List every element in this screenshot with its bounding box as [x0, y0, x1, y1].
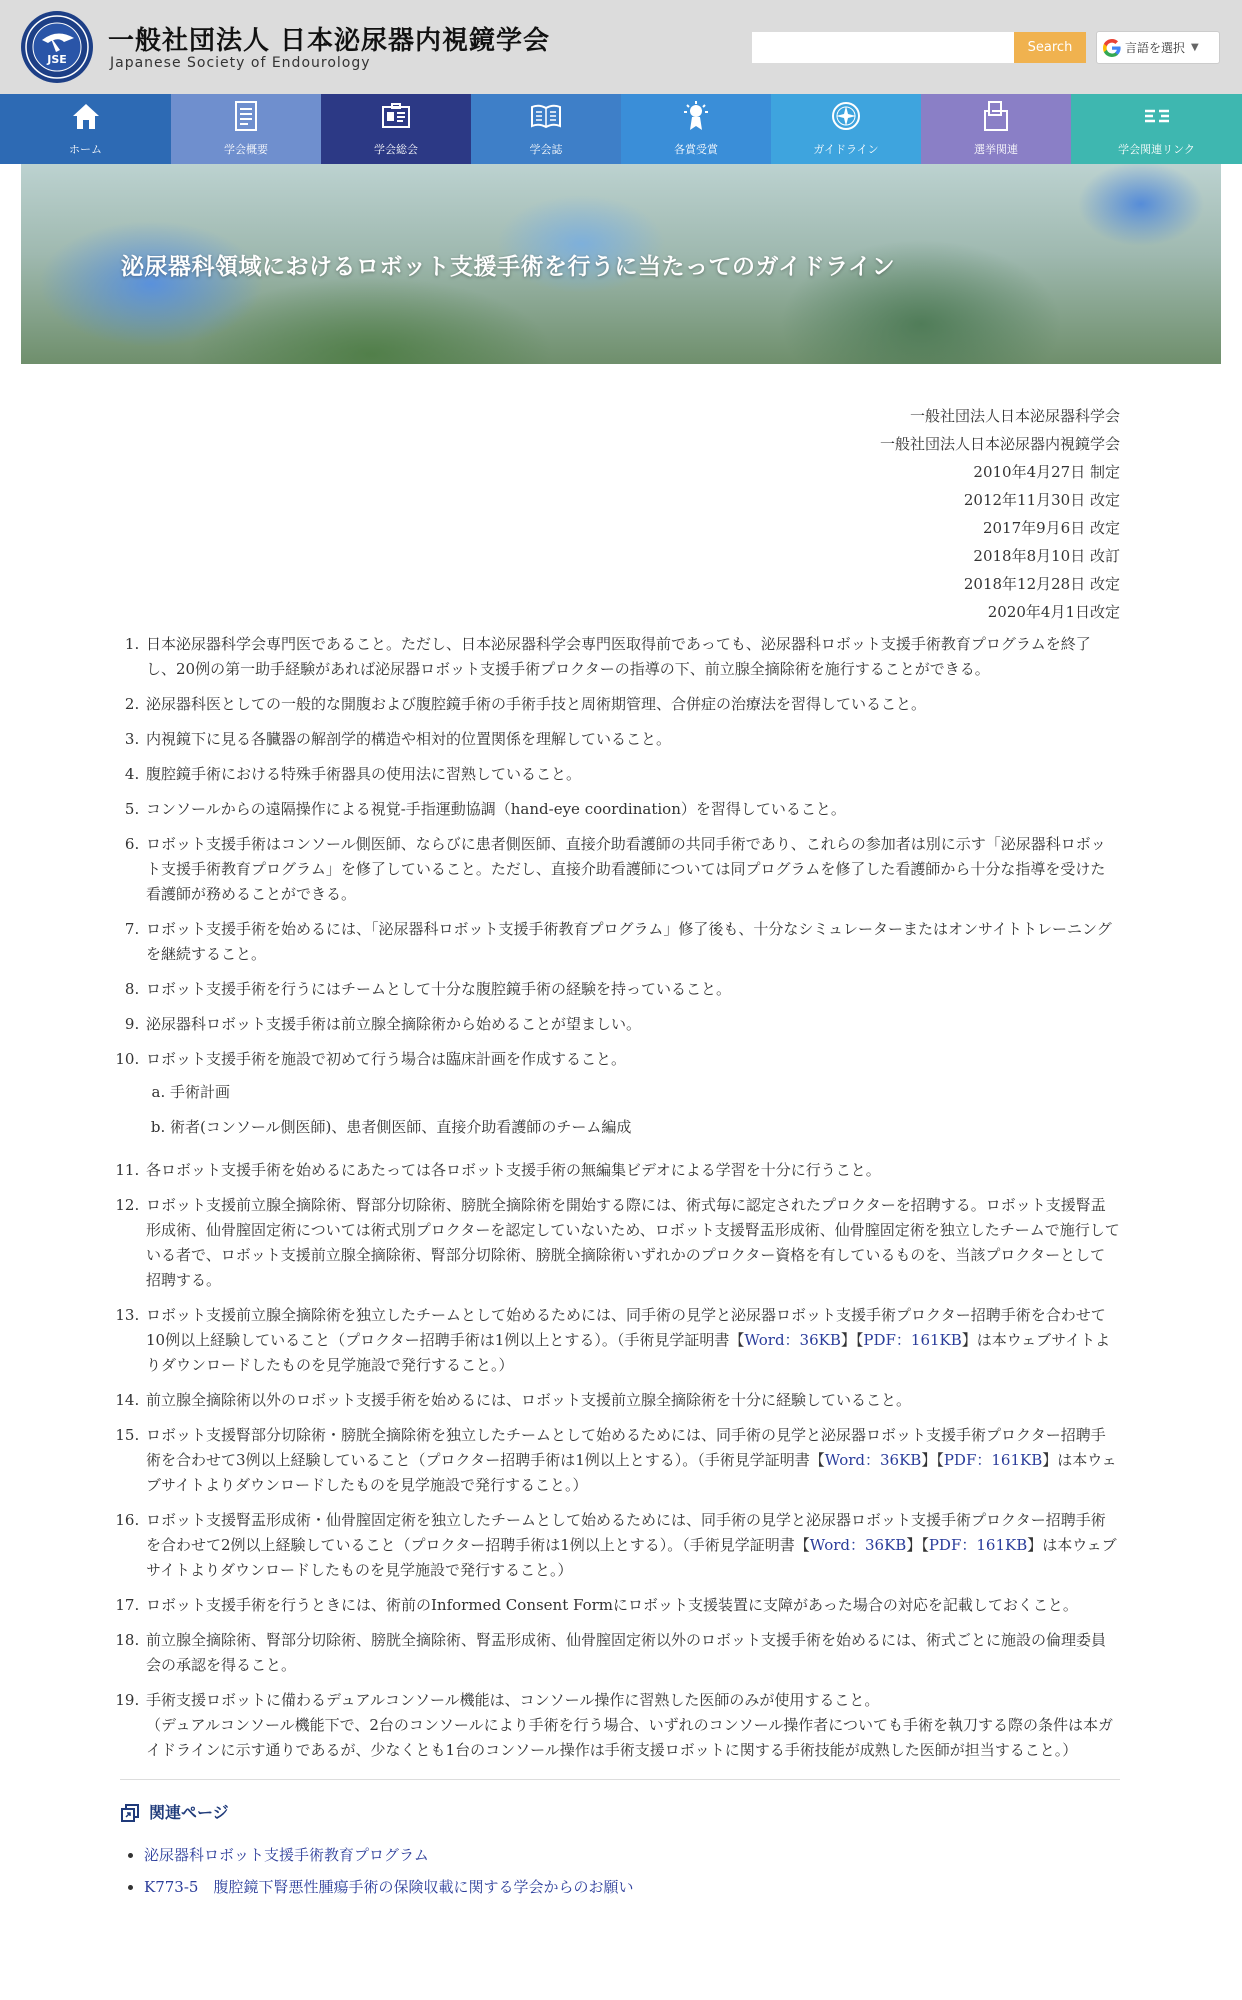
- list-item-text: 】は本ウェブサイトよりダウンロードしたものを見学施設で発行すること。）: [146, 1536, 1117, 1579]
- list-item: 14. 前立腺全摘除術以外のロボット支援手術を始めるには、ロボット支援前立腺全摘除術を十分に経験していること。: [144, 1388, 1120, 1413]
- related-pages-title: 関連ページ: [149, 1803, 229, 1822]
- list-item: 4. 腹腔鏡手術における特殊手術器具の使用法に習熟していること。: [144, 762, 1120, 787]
- list-item: 6. ロボット支援手術はコンソール側医師、ならびに患者側医師、直接介助看護師の共同手術であり、これらの参加者は別に示す「泌尿器科ロボット支援手術教育プログラム」を修了していること。ただし、直接介助看護師については同プログラムを修了した看護師から十分な指導を受けた看護師が務めることができる。: [144, 832, 1120, 907]
- divider: [120, 1779, 1120, 1780]
- page-title: 泌尿器科領域におけるロボット支援手術を行うに当たってのガイドライン: [121, 254, 896, 280]
- search-button[interactable]: Search: [1014, 32, 1086, 63]
- link-icon: [1140, 99, 1174, 133]
- related-pages-icon: [120, 1803, 140, 1823]
- meta-line: 2018年12月28日 改定: [963, 575, 1120, 593]
- meta-line: 2010年4月27日 制定: [973, 463, 1120, 481]
- list-item: 7. ロボット支援手術を始めるには、「泌尿器科ロボット支援手術教育プログラム」修了後も、十分なシミュレーターまたはオンサイトトレーニングを継続すること。: [144, 917, 1120, 967]
- list-item: 5. コンソールからの遠隔操作による視覚-手指運動協調（hand-eye coordination）を習得していること。: [144, 797, 1120, 822]
- list-item: 9. 泌尿器科ロボット支援手術は前立腺全摘除術から始めることが望ましい。: [144, 1012, 1120, 1037]
- nav-item-elections[interactable]: [921, 94, 1071, 164]
- sub-list-item: b. 術者(コンソール側医師)、患者側医師、直接介助看護師のチーム編成: [170, 1115, 1120, 1140]
- meta-line: 2020年4月1日改定: [987, 603, 1120, 621]
- main-nav: [0, 94, 1242, 164]
- list-item: [144, 1688, 1120, 1763]
- document-meta: [120, 402, 1120, 626]
- society-seal-logo[interactable]: [20, 10, 94, 84]
- nav-label: ホーム: [69, 143, 102, 156]
- id-card-icon: [379, 99, 413, 133]
- word-download-link[interactable]: Word：36KB: [824, 1451, 922, 1469]
- chevron-down-icon: ▼: [1191, 42, 1199, 53]
- nav-item-home[interactable]: [0, 94, 171, 164]
- related-item: [144, 1875, 1120, 1900]
- list-item: 8. ロボット支援手術を行うにはチームとして十分な腹腔鏡手術の経験を持っていること。: [144, 977, 1120, 1002]
- sub-list: [146, 1080, 1120, 1140]
- main-content: [120, 402, 1120, 1907]
- site-title[interactable]: 一般社団法人 日本泌尿器内視鏡学会: [108, 26, 551, 56]
- list-item: 11. 各ロボット支援手術を始めるにあたっては各ロボット支援手術の無編集ビデオによる学習を十分に行うこと。: [144, 1158, 1120, 1183]
- meta-line: 2018年8月10日 改訂: [973, 547, 1120, 565]
- word-download-link[interactable]: Word：36KB: [744, 1331, 841, 1349]
- list-item: 2. 泌尿器科医としての一般的な開腹および腹腔鏡手術の手術手技と周術期管理、合併症の治療法を習得していること。: [144, 692, 1120, 717]
- nav-item-related-links[interactable]: [1071, 94, 1242, 164]
- hero-banner: [21, 164, 1221, 364]
- word-download-link[interactable]: Word：36KB: [809, 1536, 907, 1554]
- pdf-download-link[interactable]: PDF：161KB: [863, 1331, 962, 1349]
- list-item: [144, 1047, 1120, 1140]
- list-item: 1. 日本泌尿器科学会専門医であること。ただし、日本泌尿器科学会専門医取得前であっても、泌尿器科ロボット支援手術教育プログラムを終了し、20例の第一助手経験があれば泌尿器ロボット支援手術プロクターの指導の下、前立腺全摘除術を施行することができる。: [144, 632, 1120, 682]
- list-item-text: 】【: [840, 1331, 864, 1349]
- related-pages-list: [120, 1843, 1120, 1900]
- guideline-list: [120, 632, 1120, 1763]
- pdf-download-link[interactable]: PDF：161KB: [928, 1536, 1028, 1554]
- google-icon: [1103, 39, 1121, 57]
- search-input[interactable]: [752, 32, 1014, 63]
- list-item-text: 】【: [906, 1536, 929, 1554]
- list-item-text: 】【: [921, 1451, 944, 1469]
- home-icon: [69, 99, 103, 133]
- meta-line: 一般社団法人日本泌尿器科学会: [909, 407, 1120, 425]
- list-item-text: ロボット支援腎盂形成術・仙骨膣固定術を独立したチームとして始めるためには、同手術の見学と泌尿器ロボット支援手術プロクター招聘手術を合わせて2例以上経験していること（プロクター招聘手術は1例以上とする）。（手術見学証明書【: [146, 1511, 1106, 1554]
- nav-label: 学会誌: [529, 143, 563, 156]
- list-item-text: 】は本ウェブサイトよりダウンロードしたものを見学施設で発行すること。）: [146, 1451, 1117, 1494]
- list-item-text: 手術支援ロボットに備わるデュアルコンソール機能は、コンソール操作に習熟した医師のみが使用すること。: [146, 1691, 880, 1709]
- list-item: 17. ロボット支援手術を行うときには、術前のInformed Consent Formにロボット支援装置に支障があった場合の対応を記載しておくこと。: [144, 1593, 1120, 1618]
- list-item: 3. 内視鏡下に見る各臓器の解剖学的構造や相対的位置関係を理解していること。: [144, 727, 1120, 752]
- award-medal-icon: [679, 99, 713, 133]
- nav-label: 学会総会: [374, 143, 418, 156]
- related-pages-heading: [120, 1800, 1120, 1825]
- meta-line: 2017年9月6日 改定: [982, 519, 1120, 537]
- nav-item-about[interactable]: [171, 94, 321, 164]
- related-link[interactable]: 泌尿器科ロボット支援手術教育プログラム: [144, 1846, 429, 1864]
- sub-list-item: a. 手術計画: [170, 1080, 1120, 1105]
- list-item: [144, 1508, 1120, 1583]
- compass-icon: [829, 99, 863, 133]
- meta-line: 一般社団法人日本泌尿器内視鏡学会: [879, 435, 1120, 453]
- pdf-download-link[interactable]: PDF：161KB: [943, 1451, 1043, 1469]
- ballot-box-icon: [979, 99, 1013, 133]
- nav-item-journal[interactable]: [471, 94, 621, 164]
- language-label: 言語を選択: [1125, 41, 1186, 55]
- nav-label: 学会概要: [224, 143, 268, 156]
- document-icon: [229, 99, 263, 133]
- meta-line: 2012年11月30日 改定: [963, 491, 1120, 509]
- list-item: [144, 1423, 1120, 1498]
- nav-item-awards[interactable]: [621, 94, 771, 164]
- site-header: [0, 0, 1242, 94]
- open-book-icon: [529, 99, 563, 133]
- list-item: 12. ロボット支援前立腺全摘除術、腎部分切除術、膀胱全摘除術を開始する際には、術式毎に認定されたプロクターを招聘する。ロボット支援腎盂形成術、仙骨膣固定術については術式別プロクターを認定していないため、ロボット支援腎盂形成術、仙骨膣固定術を独立したチームで施行している者で、ロボット支援前立腺全摘除術、腎部分切除術、膀胱全摘除術いずれかのプロクター資格を有しているものを、当該プロクターとして招聘する。: [144, 1193, 1120, 1293]
- list-item-text: 】は本ウェブサイトよりダウンロードしたものを見学施設で発行すること。）: [146, 1331, 1111, 1374]
- list-item: [144, 1303, 1120, 1378]
- list-item-text: ロボット支援腎部分切除術・膀胱全摘除術を独立したチームとして始めるためには、同手術の見学と泌尿器ロボット支援手術プロクター招聘手術を合わせて3例以上経験していること（プロクター招聘手術は1例以上とする）。（手術見学証明書【: [146, 1426, 1106, 1469]
- nav-item-general-meeting[interactable]: [321, 94, 471, 164]
- nav-label: 各賞受賞: [674, 143, 718, 156]
- nav-label: ガイドライン: [813, 143, 879, 156]
- list-item-note: （デュアルコンソール機能下で、2台のコンソールにより手術を行う場合、いずれのコンソール操作者についても手術を執刀する際の条件は本ガイドラインに示す通りであるが、少なくとも1台のコンソール操作は手術支援ロボットに関する手術技能が成熟した医師が担当すること。）: [146, 1716, 1114, 1759]
- seal-text: JSE: [47, 53, 67, 66]
- related-link[interactable]: K773-5 腹腔鏡下腎悪性腫瘍手術の保険収載に関する学会からのお願い: [144, 1878, 634, 1896]
- list-item-text: ロボット支援手術を施設で初めて行う場合は臨床計画を作成すること。: [146, 1050, 627, 1068]
- list-item-text: ロボット支援前立腺全摘除術を独立したチームとして始めるためには、同手術の見学と泌尿器ロボット支援手術プロクター招聘手術を合わせて10例以上経験していること（プロクター招聘手術は1例以上とする）。（手術見学証明書【: [146, 1306, 1106, 1349]
- list-item: 18. 前立腺全摘除術、腎部分切除術、膀胱全摘除術、腎盂形成術、仙骨膣固定術以外のロボット支援手術を始めるには、術式ごとに施設の倫理委員会の承認を得ること。: [144, 1628, 1120, 1678]
- related-item: [144, 1843, 1120, 1868]
- nav-item-guidelines[interactable]: [771, 94, 921, 164]
- nav-label: 学会関連リンク: [1118, 143, 1195, 156]
- nav-label: 選挙関連: [974, 143, 1018, 156]
- site-subtitle: Japanese Society of Endourology: [110, 55, 371, 71]
- language-select[interactable]: [1096, 31, 1220, 64]
